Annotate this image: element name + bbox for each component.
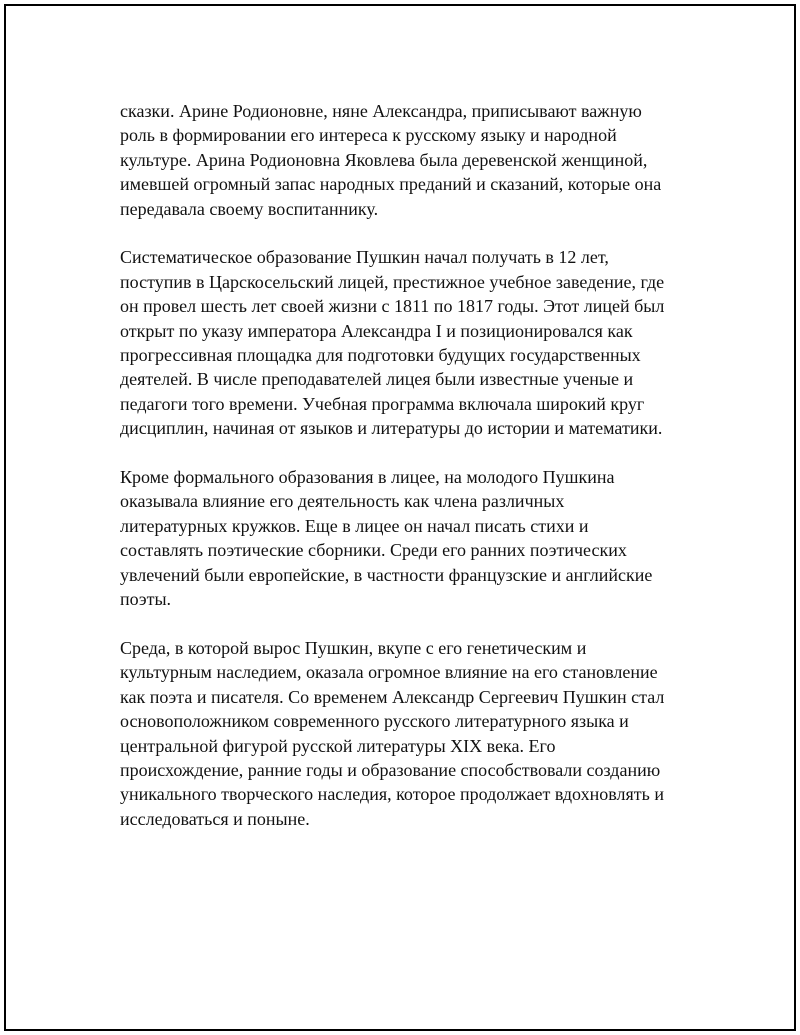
text-line: дисциплин, начиная от языков и литературы до истории и математики. [120, 418, 663, 439]
text-line: исследоваться и поныне. [120, 808, 310, 829]
document-body [120, 99, 695, 856]
text-line: он провел шесть лет своей жизни с 1811 по 1817 годы. Этот лицей был [120, 296, 665, 317]
page-frame [4, 4, 796, 1031]
text-line: культуре. Арина Родионовна Яковлева была деревенской женщиной, [120, 149, 648, 170]
paragraph-1 [120, 99, 695, 221]
paragraph-2 [120, 245, 695, 440]
text-line: уникального творческого наследия, которое продолжает вдохновлять и [120, 784, 664, 805]
text-line: происхождение, ранние годы и образование способствовали созданию [120, 759, 661, 780]
text-line: открыт по указу императора Александра I и позиционировался как [120, 320, 633, 341]
paragraph-3 [120, 465, 695, 611]
text-line: литературных кружков. Еще в лицее он начал писать стихи и [120, 515, 589, 536]
text-line: Кроме формального образования в лицее, на молодого Пушкина [120, 467, 615, 488]
text-line: педагоги того времени. Учебная программа включала широкий круг [120, 393, 645, 414]
text-line: центральной фигурой русской литературы XIX века. Его [120, 735, 556, 756]
text-line: оказывала влияние его деятельность как члена различных [120, 491, 565, 512]
text-line: как поэта и писателя. Со временем Александр Сергеевич Пушкин стал [120, 686, 665, 707]
text-line: передавала своему воспитаннику. [120, 198, 379, 219]
paragraph-4 [120, 636, 695, 831]
text-line: основоположником современного русского литературного языка и [120, 711, 629, 732]
text-line: сказки. Арине Родионовне, няне Александра, приписывают важную [120, 101, 642, 121]
text-line: Среда, в которой вырос Пушкин, вкупе с его генетическим и [120, 637, 587, 658]
text-line: составлять поэтические сборники. Среди его ранних поэтических [120, 540, 627, 561]
text-line: роль в формировании его интереса к русскому языку и народной [120, 125, 617, 146]
text-line: увлечений были европейские, в частности французские и английские [120, 564, 653, 585]
text-line: поступив в Царскосельский лицей, престижное учебное заведение, где [120, 271, 665, 292]
text-line: деятелей. В числе преподавателей лицея были известные ученые и [120, 369, 634, 390]
text-line: имевшей огромный запас народных преданий и сказаний, которые она [120, 174, 662, 195]
text-line: поэты. [120, 589, 172, 610]
text-line: культурным наследием, оказала огромное влияние на его становление [120, 662, 658, 683]
text-line: прогрессивная площадка для подготовки будущих государственных [120, 345, 641, 366]
text-line: Систематическое образование Пушкин начал получать в 12 лет, [120, 247, 609, 268]
